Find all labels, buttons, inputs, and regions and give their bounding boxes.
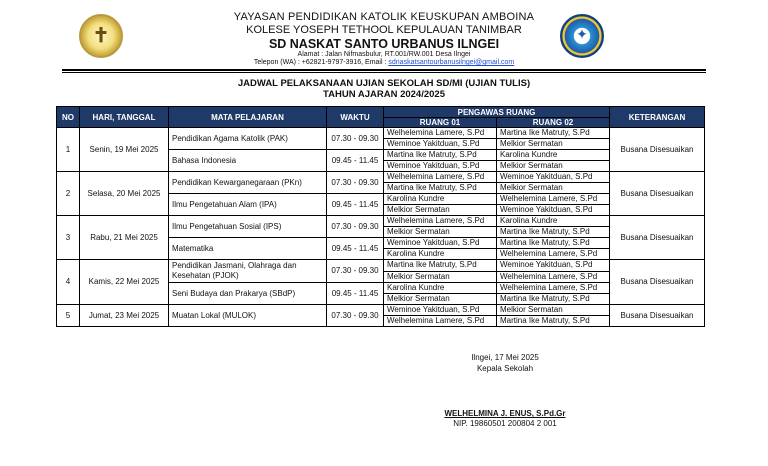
proctor-room-02: Melkior Sermatan <box>497 139 610 150</box>
header-time: WAKTU <box>327 107 384 128</box>
signatory-nip: NIP. 19860501 200804 2 001 <box>453 419 557 428</box>
subject-name: Pendidikan Kewarganegaraan (PKn) <box>169 172 327 194</box>
proctor-room-02: Melkior Sermatan <box>497 161 610 172</box>
proctor-room-01: Martina Ike Matruty, S.Pd <box>384 183 497 194</box>
proctor-room-02: Martina Ike Matruty, S.Pd <box>497 238 610 249</box>
header-divider-thick <box>62 69 706 71</box>
header-proctors: PENGAWAS RUANG <box>384 107 610 118</box>
header-room-02: RUANG 02 <box>497 118 610 128</box>
proctor-room-02: Martina Ike Matruty, S.Pd <box>497 128 610 139</box>
proctor-room-01: Melkior Sermatan <box>384 205 497 216</box>
exam-time: 09.45 - 11.45 <box>327 283 384 305</box>
day-note: Busana Disesuaikan <box>610 260 705 305</box>
exam-time: 07.30 - 09.30 <box>327 260 384 283</box>
table-row <box>57 128 705 139</box>
proctor-room-02: Karolina Kundre <box>497 216 610 227</box>
proctor-room-02: Weminoe Yakitduan, S.Pd <box>497 172 610 183</box>
proctor-room-01: Karolina Kundre <box>384 249 497 260</box>
school-name: SD NASKAT SANTO URBANUS ILNGEI <box>268 37 500 51</box>
proctor-room-01: Weminoe Yakitduan, S.Pd <box>384 238 497 249</box>
day-number: 2 <box>57 172 80 216</box>
header-no: NO <box>57 107 80 128</box>
subject-name: Pendidikan Jasmani, Olahraga dan Kesehatan (PJOK) <box>169 260 327 283</box>
proctor-room-01: Melkior Sermatan <box>384 227 497 238</box>
table-row <box>57 172 705 183</box>
subject-name: Pendidikan Agama Katolik (PAK) <box>169 128 327 150</box>
school-contact <box>0 59 768 66</box>
exam-time: 07.30 - 09.30 <box>327 128 384 150</box>
proctor-room-01: Weminoe Yakitduan, S.Pd <box>384 139 497 150</box>
exam-time: 09.45 - 11.45 <box>327 150 384 172</box>
proctor-room-02: Melkior Sermatan <box>497 183 610 194</box>
subject-name: Matematika <box>169 238 327 260</box>
emblem-icon: ✦ <box>576 27 588 44</box>
proctor-room-01: Welhelemina Lamere, S.Pd <box>384 128 497 139</box>
exam-time: 07.30 - 09.30 <box>327 172 384 194</box>
table-row <box>57 216 705 227</box>
day-number: 4 <box>57 260 80 305</box>
proctor-room-01: Karolina Kundre <box>384 283 497 294</box>
proctor-room-02: Martina Ike Matruty, S.Pd <box>497 316 610 327</box>
exam-time: 07.30 - 09.30 <box>327 216 384 238</box>
subject-name: Seni Budaya dan Prakarya (SBdP) <box>169 283 327 305</box>
proctor-room-02: Welhelemina Lamere, S.Pd <box>497 271 610 283</box>
day-date: Selasa, 20 Mei 2025 <box>80 172 169 216</box>
proctor-room-02: Welhelemina Lamere, S.Pd <box>497 249 610 260</box>
signature-role: Kepala Sekolah <box>476 364 534 373</box>
table-row <box>57 260 705 272</box>
contact-text: Telepon (WA) : +62821-9797-3916, Email : <box>253 59 389 66</box>
subject-name: Ilmu Pengetahuan Alam (IPA) <box>169 194 327 216</box>
proctor-room-01: Welhelemina Lamere, S.Pd <box>384 316 497 327</box>
signature-place-date: Ilngei, 17 Mei 2025 <box>471 353 539 362</box>
college-name: KOLESE YOSEPH TETHOOL KEPULAUAN TANIMBAR <box>246 24 522 36</box>
header-date: HARI, TANGGAL <box>80 107 169 128</box>
proctor-room-01: Welhelemina Lamere, S.Pd <box>384 172 497 183</box>
exam-time: 07.30 - 09.30 <box>327 305 384 327</box>
day-note: Busana Disesuaikan <box>610 305 705 327</box>
day-date: Kamis, 22 Mei 2025 <box>80 260 169 305</box>
header-subject: MATA PELAJARAN <box>169 107 327 128</box>
email-link[interactable]: sdnaskatsantourbanusilngei@gmail.com <box>388 59 515 66</box>
header-room-01: RUANG 01 <box>384 118 497 128</box>
exam-time: 09.45 - 11.45 <box>327 238 384 260</box>
proctor-room-02: Martina Ike Matruty, S.Pd <box>497 294 610 305</box>
header-divider-thin <box>62 72 706 73</box>
cross-icon: ✝ <box>92 22 110 47</box>
proctor-room-02: Welhelemina Lamere, S.Pd <box>497 283 610 294</box>
proctor-room-01: Weminoe Yakitduan, S.Pd <box>384 161 497 172</box>
day-note: Busana Disesuaikan <box>610 216 705 260</box>
day-note: Busana Disesuaikan <box>610 172 705 216</box>
day-date: Rabu, 21 Mei 2025 <box>80 216 169 260</box>
proctor-room-02: Martina Ike Matruty, S.Pd <box>497 227 610 238</box>
day-number: 1 <box>57 128 80 172</box>
proctor-room-01: Martina Ike Matruty, S.Pd <box>384 150 497 161</box>
school-address: Alamat : Jalan Nifmasbulur, RT.001/RW.001 Desa Ilngei <box>297 51 471 58</box>
day-number: 3 <box>57 216 80 260</box>
exam-time: 09.45 - 11.45 <box>327 194 384 216</box>
proctor-room-02: Karolina Kundre <box>497 150 610 161</box>
proctor-room-01: Karolina Kundre <box>384 194 497 205</box>
proctor-room-02: Weminoe Yakitduan, S.Pd <box>497 205 610 216</box>
proctor-room-02: Welhelemina Lamere, S.Pd <box>497 194 610 205</box>
proctor-room-02: Weminoe Yakitduan, S.Pd <box>497 260 610 272</box>
exam-schedule-table <box>56 106 705 327</box>
signatory-name: WELHELMINA J. ENUS, S.Pd.Gr <box>444 409 566 418</box>
proctor-room-02: Melkior Sermatan <box>497 305 610 316</box>
proctor-room-01: Welhelemina Lamere, S.Pd <box>384 216 497 227</box>
day-note: Busana Disesuaikan <box>610 128 705 172</box>
subject-name: Bahasa Indonesia <box>169 150 327 172</box>
proctor-room-01: Melkior Sermatan <box>384 271 497 283</box>
document-title: JADWAL PELAKSANAAN UJIAN SEKOLAH SD/MI (UJIAN TULIS) <box>237 78 531 89</box>
subject-name: Muatan Lokal (MULOK) <box>169 305 327 327</box>
table-row <box>57 305 705 316</box>
day-date: Jumat, 23 Mei 2025 <box>80 305 169 327</box>
subject-name: Ilmu Pengetahuan Sosial (IPS) <box>169 216 327 238</box>
day-date: Senin, 19 Mei 2025 <box>80 128 169 172</box>
academic-year: TAHUN AJARAN 2024/2025 <box>323 89 445 100</box>
proctor-room-01: Martina Ike Matruty, S.Pd <box>384 260 497 272</box>
day-number: 5 <box>57 305 80 327</box>
proctor-room-01: Weminoe Yakitduan, S.Pd <box>384 305 497 316</box>
proctor-room-01: Melkior Sermatan <box>384 294 497 305</box>
header-note: KETERANGAN <box>610 107 705 128</box>
foundation-name: YAYASAN PENDIDIKAN KATOLIK KEUSKUPAN AMBOINA <box>233 11 535 23</box>
